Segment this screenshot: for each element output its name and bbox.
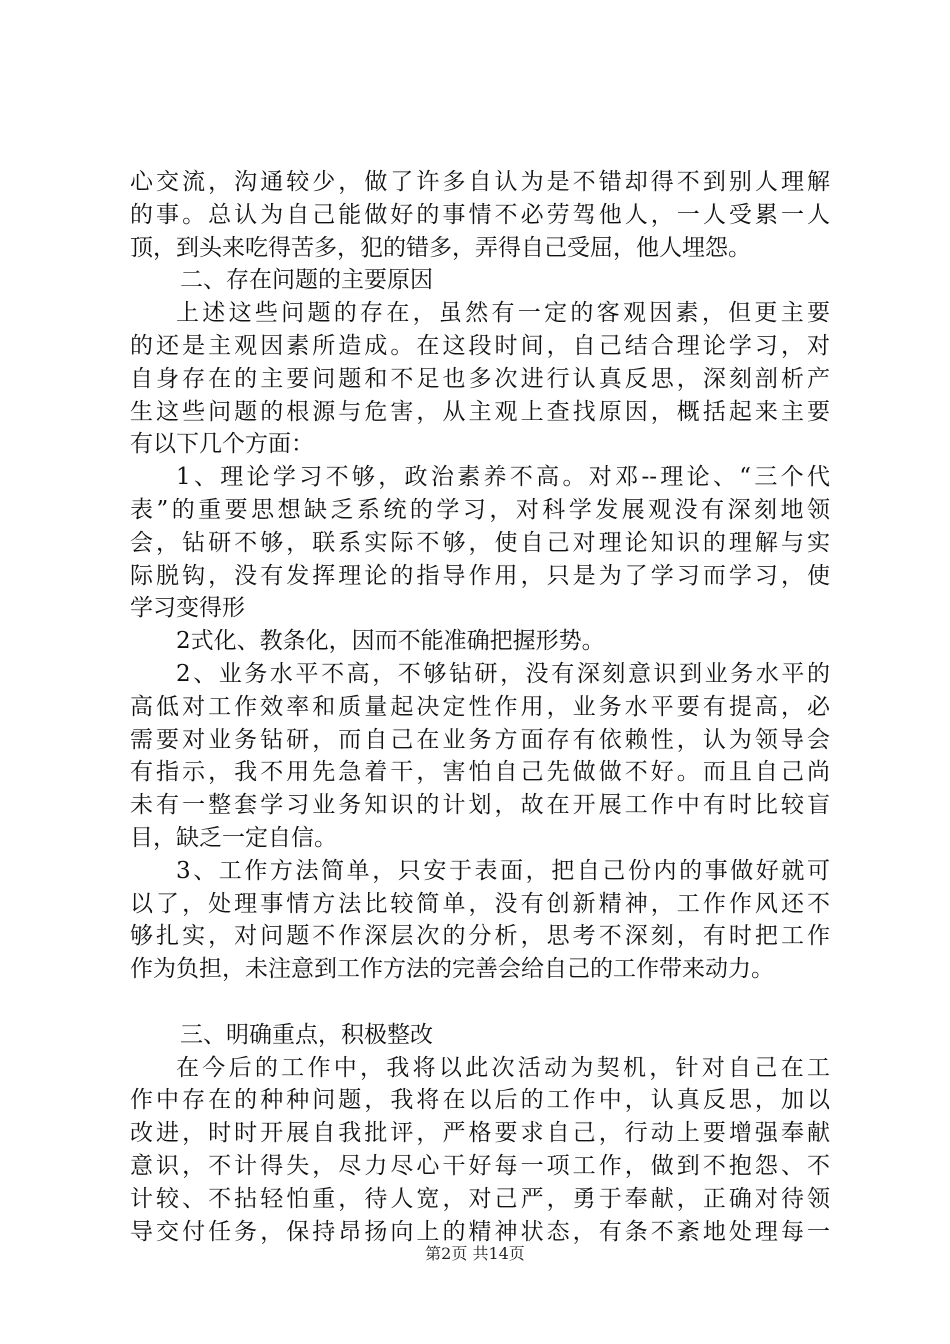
- text-line: 表”的重要思想缺乏系统的学习，对科学发展观没有深刻地领: [130, 496, 830, 523]
- text-line: 的还是主观因素所造成。在这段时间，自己结合理论学习，对: [130, 332, 830, 359]
- text-line: 导交付任务，保持昂扬向上的精神状态，有条不紊地处理每一: [130, 1218, 830, 1245]
- text-line: 作中存在的种种问题，我将在以后的工作中，认真反思，加以: [130, 1087, 830, 1114]
- text-line: 会，钻研不够，联系实际不够，使自己对理论知识的理解与实: [130, 529, 830, 556]
- text-line: 够扎实，对问题不作深层次的分析，思考不深刻，有时把工作: [130, 923, 830, 950]
- text-line: 有以下几个方面：: [130, 431, 314, 458]
- text-line: 以了，处理事情方法比较简单，没有创新精神，工作作风还不: [130, 890, 830, 917]
- text-line: 改进，时时开展自我批评，严格要求自己，行动上要增强奉献: [130, 1120, 830, 1147]
- text-line: 生这些问题的根源与危害，从主观上查找原因，概括起来主要: [130, 398, 830, 425]
- text-line: 有指示，我不用先急着干，害怕自己先做做不好。而且自己尚: [130, 759, 830, 786]
- text-line: 在今后的工作中，我将以此次活动为契机，针对自己在工: [176, 1054, 830, 1081]
- text-line: 2、业务水平不高，不够钻研，没有深刻意识到业务水平的: [176, 660, 830, 687]
- text-line: 际脱钩，没有发挥理论的指导作用，只是为了学习而学习，使: [130, 562, 830, 589]
- text-line: 意识，不计得失，尽力尽心干好每一项工作，做到不抱怨、不: [130, 1152, 830, 1179]
- section-heading-2: 二、存在问题的主要原因: [180, 267, 433, 294]
- text-line: 上述这些问题的存在，虽然有一定的客观因素，但更主要: [176, 300, 830, 327]
- page-number-footer: 第2页 共14页: [425, 1244, 525, 1263]
- blank-line: [130, 986, 830, 1019]
- text-line: 作为负担，未注意到工作方法的完善会给自己的工作带来动力。: [130, 956, 774, 983]
- text-line: 计较、不拈轻怕重，待人宽，对己严，勇于奉献，正确对待领: [130, 1185, 830, 1212]
- text-line: 2式化、教条化，因而不能准确把握形势。: [176, 628, 605, 655]
- text-line: 高低对工作效率和质量起决定性作用，业务水平要有提高，必: [130, 693, 830, 720]
- text-line: 顶，到头来吃得苦多，犯的错多，弄得自己受屈，他人埋怨。: [130, 234, 751, 261]
- section-heading-3: 三、明确重点，积极整改: [180, 1021, 433, 1048]
- text-line: 未有一整套学习业务知识的计划，故在开展工作中有时比较盲: [130, 792, 830, 819]
- text-line: 自身存在的主要问题和不足也多次进行认真反思，深刻剖析产: [130, 365, 830, 392]
- text-line: 3、工作方法简单，只安于表面，把自己份内的事做好就可: [176, 857, 830, 884]
- text-line: 目，缺乏一定自信。: [130, 824, 337, 851]
- text-line: 的事。总认为自己能做好的事情不必劳驾他人，一人受累一人: [130, 201, 830, 228]
- document-body: [130, 166, 830, 1248]
- text-line: 学习变得形: [130, 595, 245, 622]
- text-line: 心交流，沟通较少，做了许多自认为是不错却得不到别人理解: [130, 169, 830, 195]
- text-line: 1、理论学习不够，政治素养不高。对邓--理论、“三个代: [176, 464, 830, 491]
- text-line: 需要对业务钻研，而自己在业务方面存有依赖性，认为领导会: [130, 726, 830, 753]
